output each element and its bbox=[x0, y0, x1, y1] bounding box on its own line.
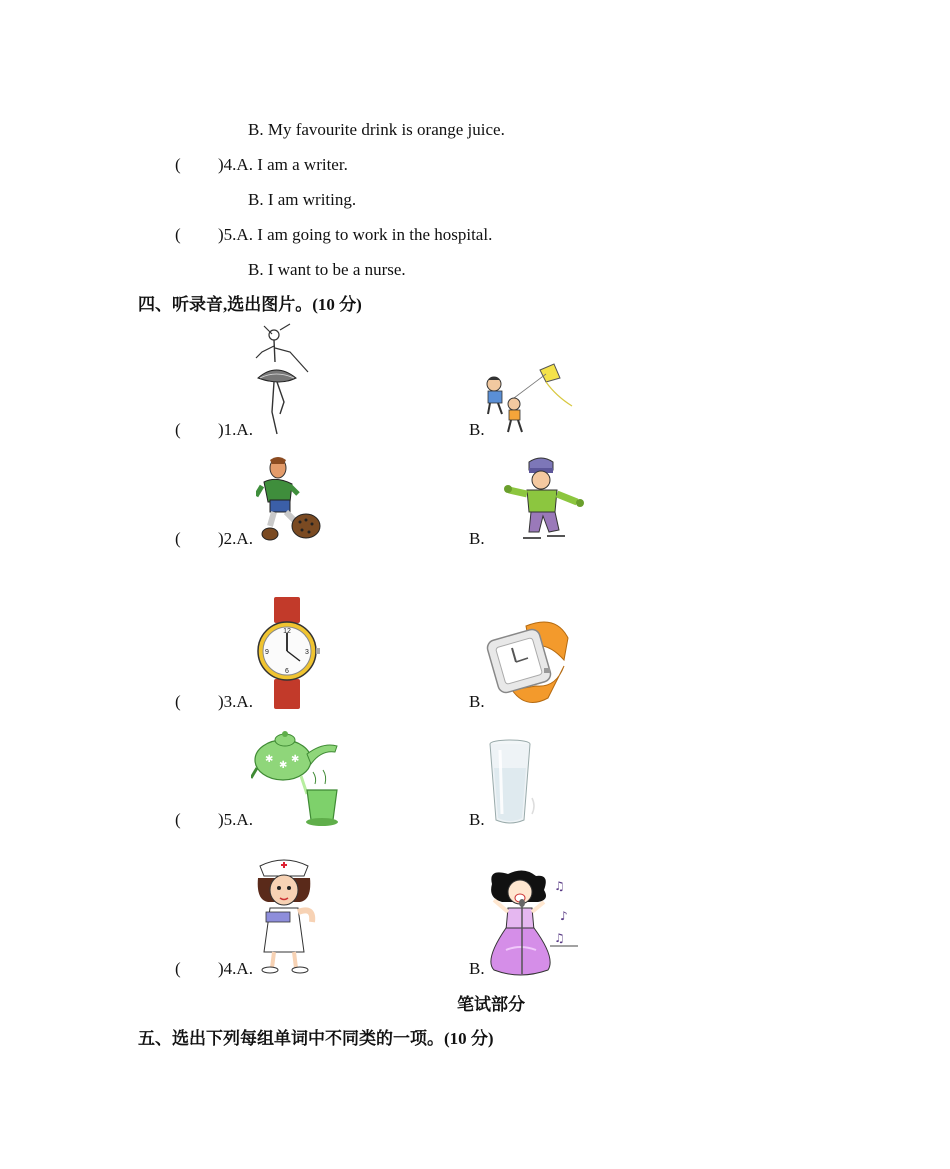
q3-option-b: B. My favourite drink is orange juice. bbox=[248, 120, 505, 139]
s4-row3-label: )3.A. bbox=[218, 692, 253, 711]
children-flying-kite-icon bbox=[484, 362, 576, 436]
s4-row3-b: B. bbox=[469, 692, 485, 711]
ice-skating-child-icon bbox=[503, 456, 585, 544]
answer-bracket[interactable]: ( bbox=[175, 529, 181, 548]
s4-row1-label: )1.A. bbox=[218, 420, 253, 439]
svg-text:✱: ✱ bbox=[265, 754, 274, 765]
red-wristwatch-icon bbox=[254, 597, 322, 709]
section4-title: 四、听录音,选出图片。(10 分) bbox=[138, 295, 362, 314]
answer-bracket[interactable]: ( bbox=[175, 420, 181, 439]
written-part-title: 笔试部分 bbox=[457, 995, 525, 1014]
svg-text:♫: ♫ bbox=[554, 931, 565, 945]
svg-text:6: 6 bbox=[285, 668, 289, 675]
svg-text:✱: ✱ bbox=[279, 760, 288, 771]
green-teapot-and-cup-icon bbox=[251, 728, 343, 826]
svg-text:9: 9 bbox=[265, 649, 269, 656]
section5-title: 五、选出下列每组单词中不同类的一项。(10 分) bbox=[138, 1029, 494, 1048]
q5-option-b: B. I want to be a nurse. bbox=[248, 260, 406, 279]
answer-bracket[interactable]: ( bbox=[175, 155, 181, 174]
q4-option-a: )4.A. I am a writer. bbox=[218, 155, 348, 174]
s4-row5-label: )4.A. bbox=[218, 959, 253, 978]
svg-text:3: 3 bbox=[305, 649, 309, 656]
svg-text:♫: ♫ bbox=[554, 879, 565, 893]
s4-row2-b: B. bbox=[469, 529, 485, 548]
s4-row4-label: )5.A. bbox=[218, 810, 253, 829]
hiking-man-icon bbox=[256, 456, 324, 548]
orange-wristwatch-icon bbox=[486, 620, 572, 710]
answer-bracket[interactable]: ( bbox=[175, 959, 181, 978]
s4-row2-label: )2.A. bbox=[218, 529, 253, 548]
svg-text:12: 12 bbox=[283, 628, 291, 635]
svg-text:♪: ♪ bbox=[560, 909, 568, 923]
answer-bracket[interactable]: ( bbox=[175, 225, 181, 244]
answer-bracket[interactable]: ( bbox=[175, 692, 181, 711]
glass-of-water-icon bbox=[488, 738, 538, 826]
s4-row1-b: B. bbox=[469, 420, 485, 439]
ballet-dancer-icon bbox=[250, 322, 315, 440]
q4-option-b: B. I am writing. bbox=[248, 190, 357, 209]
s4-row5-b: B. bbox=[469, 959, 485, 978]
nurse-icon bbox=[252, 856, 320, 976]
answer-bracket[interactable]: ( bbox=[175, 810, 181, 829]
svg-text:✱: ✱ bbox=[291, 754, 300, 765]
q5-option-a: )5.A. I am going to work in the hospital. bbox=[218, 225, 493, 244]
singer-icon bbox=[484, 870, 580, 978]
s4-row4-b: B. bbox=[469, 810, 485, 829]
